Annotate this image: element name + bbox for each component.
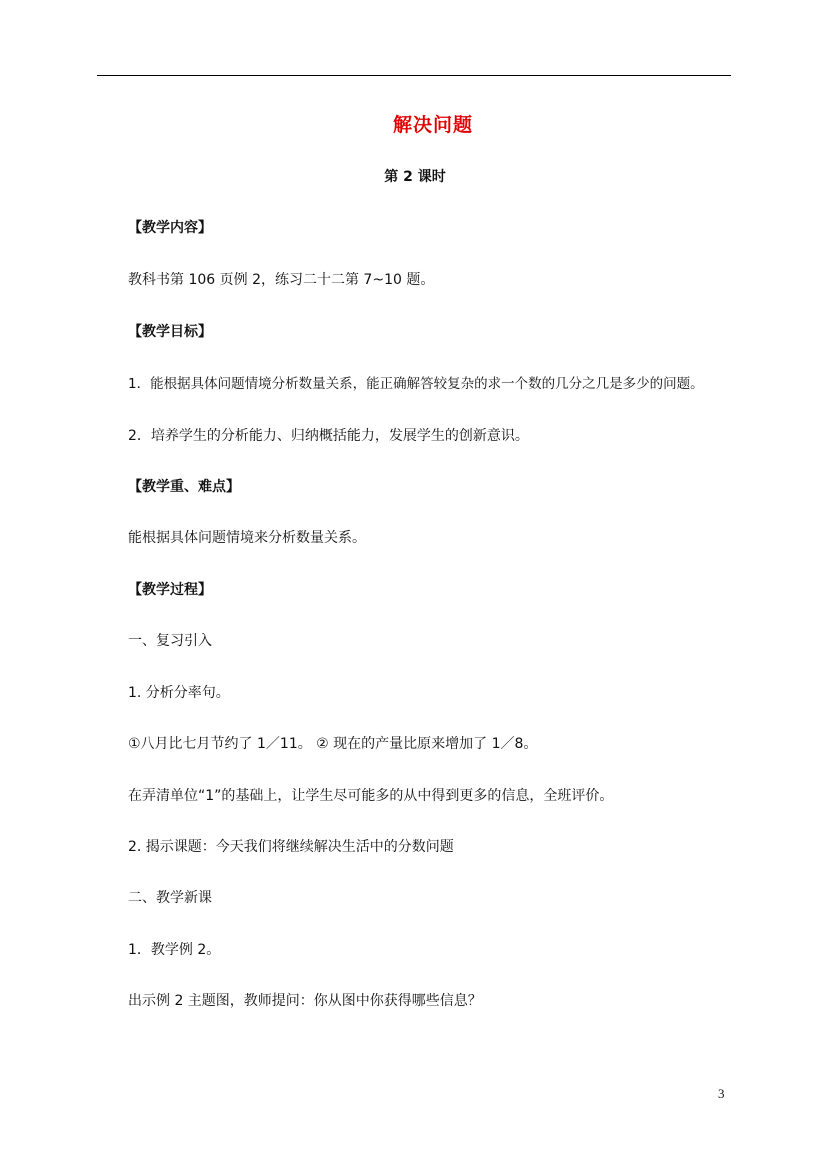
paragraph-new-lesson: 二、教学新课 <box>128 890 212 906</box>
paragraph-step-analyze: 1. 分析分率句。 <box>128 685 230 701</box>
document-title: 解决问题 <box>392 114 473 136</box>
page-number: 3 <box>718 1086 725 1101</box>
paragraph-unit-one: 在弄清单位“1”的基础上，让学生尽可能多的从中得到更多的信息，全班评价。 <box>128 788 614 804</box>
section-heading-process: 【教学过程】 <box>128 582 212 598</box>
paragraph-content: 教科书第 106 页例 2，练习二十二第 7~10 题。 <box>128 272 435 288</box>
paragraph-objective-1: 1．能根据具体问题情境分析数量关系，能正确解答较复杂的求一个数的几分之几是多少的问题。 <box>128 376 704 392</box>
paragraph-examples: ①八月比七月节约了 1／11。 ② 现在的产量比原来增加了 1／8。 <box>128 736 538 752</box>
paragraph-key-points: 能根据具体问题情境来分析数量关系。 <box>128 530 366 546</box>
section-heading-key-points: 【教学重、难点】 <box>128 479 240 495</box>
header-rule <box>97 75 731 76</box>
paragraph-teach-example: 1．教学例 2。 <box>128 942 221 958</box>
paragraph-show-figure: 出示例 2 主题图，教师提问：你从图中你获得哪些信息？ <box>128 993 482 1009</box>
paragraph-objective-2: 2．培养学生的分析能力、归纳概括能力，发展学生的创新意识。 <box>128 428 529 444</box>
paragraph-reveal-topic: 2. 揭示课题：今天我们将继续解决生活中的分数问题 <box>128 839 454 855</box>
section-heading-objectives: 【教学目标】 <box>128 324 212 340</box>
lesson-subtitle: 第 2 课时 <box>384 169 446 185</box>
section-heading-content: 【教学内容】 <box>128 220 212 236</box>
paragraph-step-review: 一、复习引入 <box>128 633 212 649</box>
